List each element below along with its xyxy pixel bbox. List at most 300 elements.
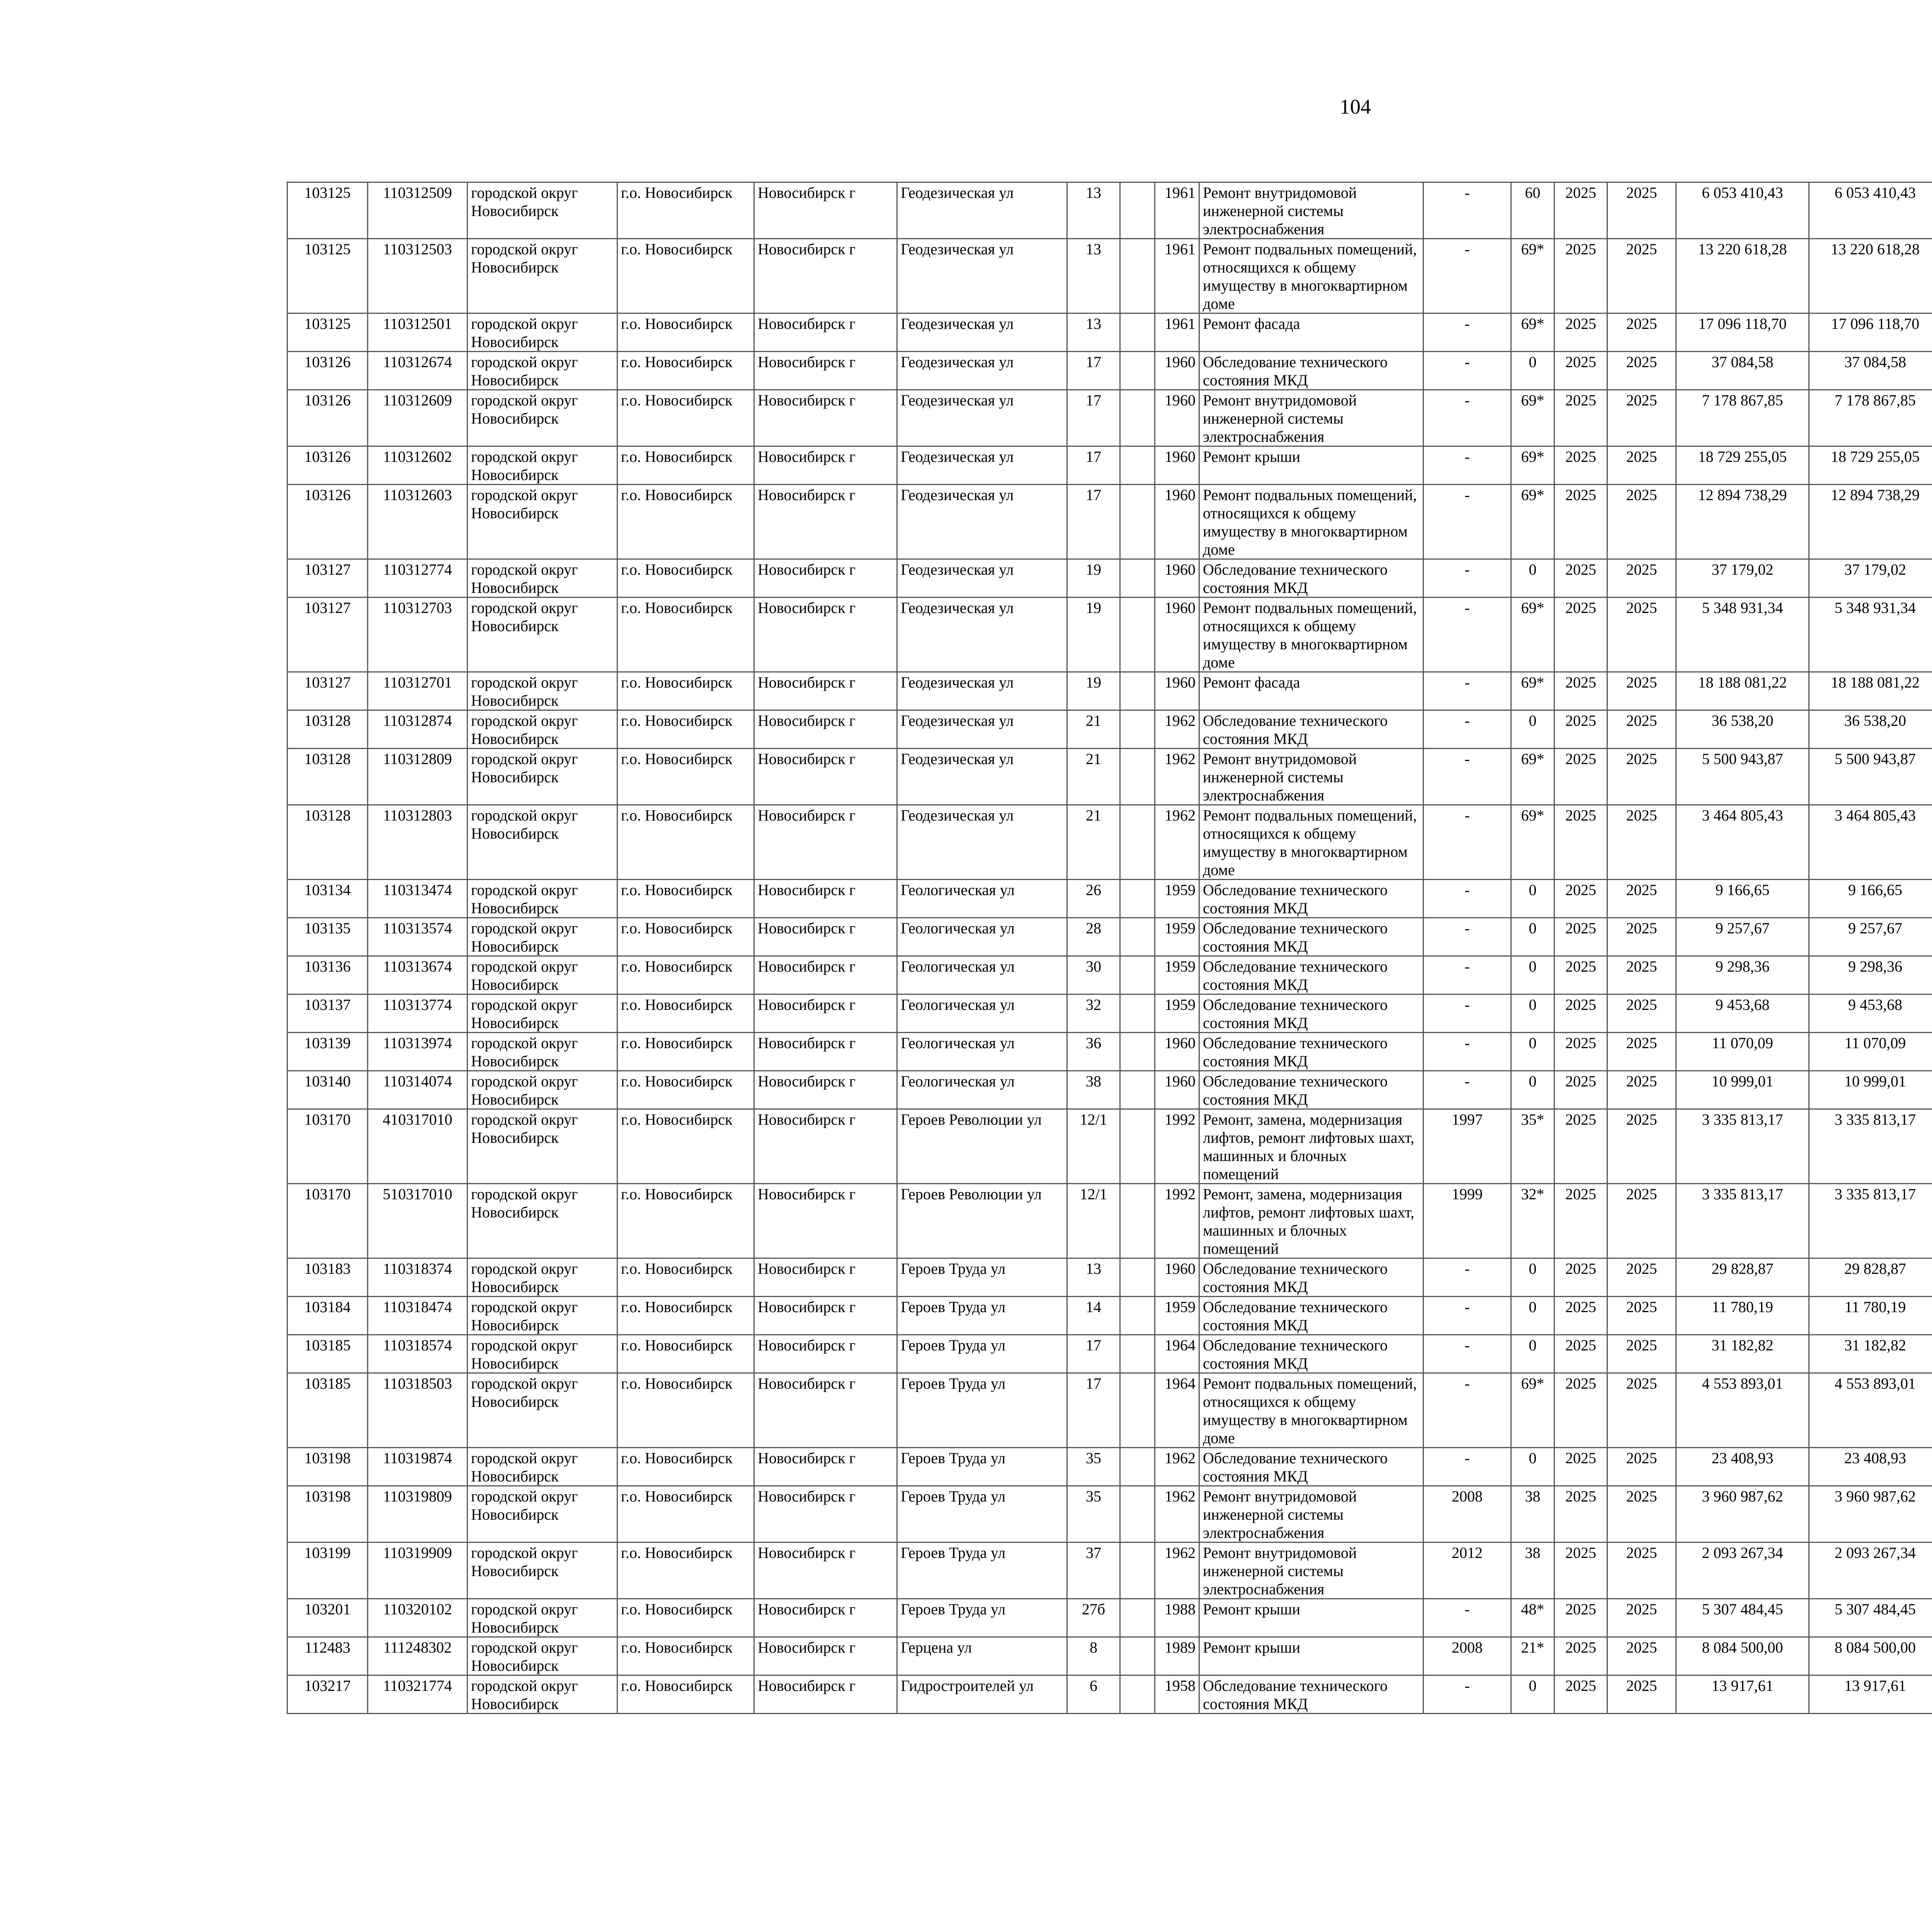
cell-year-built: 1960 bbox=[1155, 446, 1199, 485]
cell-settlement: Новосибирск г bbox=[754, 1033, 897, 1071]
table-row bbox=[287, 918, 1932, 956]
cell-last-repair-year: - bbox=[1423, 1071, 1511, 1109]
cell-work-code: 110312803 bbox=[368, 805, 468, 880]
table-row bbox=[287, 1599, 1932, 1637]
cell-municipal-district: городской округ Новосибирск bbox=[468, 1599, 617, 1637]
cell-total-cost: 7 178 867,85 bbox=[1676, 390, 1809, 446]
cell-street: Геологическая ул bbox=[897, 918, 1067, 956]
cell-last-repair-year: - bbox=[1423, 485, 1511, 559]
cell-municipal-district: городской округ Новосибирск bbox=[468, 1373, 617, 1448]
cell-fund-cost: 11 070,09 bbox=[1809, 1033, 1932, 1071]
cell-street: Геологическая ул bbox=[897, 1071, 1067, 1109]
table-row bbox=[287, 710, 1932, 749]
cell-street: Героев Революции ул bbox=[897, 1184, 1067, 1258]
cell-year-built: 1959 bbox=[1155, 956, 1199, 994]
cell-fund-cost: 37 084,58 bbox=[1809, 352, 1932, 390]
cell-house-number: 32 bbox=[1067, 994, 1120, 1033]
cell-work-type: Ремонт, замена, модернизация лифтов, ремонт лифтовых шахт, машинных и блочных помещений bbox=[1199, 1109, 1423, 1184]
cell-house-code: 103126 bbox=[287, 352, 368, 390]
table-row bbox=[287, 1542, 1932, 1599]
cell-plan-year-end: 2025 bbox=[1607, 239, 1676, 313]
cell-total-cost: 3 335 813,17 bbox=[1676, 1109, 1809, 1184]
cell-municipal-district: городской округ Новосибирск bbox=[468, 598, 617, 672]
cell-work-type: Ремонт подвальных помещений, относящихся к общему имуществу в многоквартирном доме bbox=[1199, 485, 1423, 559]
cell-work-code: 110313574 bbox=[368, 918, 468, 956]
cell-year-built: 1959 bbox=[1155, 918, 1199, 956]
cell-plan-year-start: 2025 bbox=[1554, 1599, 1607, 1637]
cell-building bbox=[1120, 598, 1155, 672]
cell-wear-percent: 38 bbox=[1511, 1486, 1554, 1542]
cell-building bbox=[1120, 749, 1155, 805]
cell-municipality: г.о. Новосибирск bbox=[617, 956, 754, 994]
cell-street: Героев Труда ул bbox=[897, 1373, 1067, 1448]
table-row bbox=[287, 1637, 1932, 1675]
cell-municipal-district: городской округ Новосибирск bbox=[468, 1542, 617, 1599]
cell-wear-percent: 69* bbox=[1511, 805, 1554, 880]
cell-work-code: 110318374 bbox=[368, 1258, 468, 1297]
cell-total-cost: 12 894 738,29 bbox=[1676, 485, 1809, 559]
cell-plan-year-end: 2025 bbox=[1607, 446, 1676, 485]
cell-house-code: 103137 bbox=[287, 994, 368, 1033]
table-row bbox=[287, 1184, 1932, 1258]
cell-municipality: г.о. Новосибирск bbox=[617, 598, 754, 672]
cell-work-type: Обследование технического состояния МКД bbox=[1199, 1033, 1423, 1071]
table-row bbox=[287, 1373, 1932, 1448]
cell-building bbox=[1120, 1184, 1155, 1258]
table-row bbox=[287, 313, 1932, 352]
cell-wear-percent: 0 bbox=[1511, 1258, 1554, 1297]
cell-year-built: 1959 bbox=[1155, 1297, 1199, 1335]
cell-year-built: 1960 bbox=[1155, 1071, 1199, 1109]
cell-plan-year-end: 2025 bbox=[1607, 313, 1676, 352]
table-row bbox=[287, 956, 1932, 994]
cell-municipality: г.о. Новосибирск bbox=[617, 313, 754, 352]
cell-house-number: 36 bbox=[1067, 1033, 1120, 1071]
cell-fund-cost: 9 453,68 bbox=[1809, 994, 1932, 1033]
cell-municipality: г.о. Новосибирск bbox=[617, 1033, 754, 1071]
cell-last-repair-year: - bbox=[1423, 1335, 1511, 1373]
cell-plan-year-end: 2025 bbox=[1607, 182, 1676, 239]
cell-work-type: Ремонт внутридомовой инженерной системы электроснабжения bbox=[1199, 1486, 1423, 1542]
page-number: 104 bbox=[1340, 95, 1371, 118]
cell-house-number: 37 bbox=[1067, 1542, 1120, 1599]
cell-house-code: 103125 bbox=[287, 239, 368, 313]
cell-year-built: 1964 bbox=[1155, 1335, 1199, 1373]
cell-plan-year-end: 2025 bbox=[1607, 1033, 1676, 1071]
cell-street: Геодезическая ул bbox=[897, 239, 1067, 313]
cell-municipal-district: городской округ Новосибирск bbox=[468, 1637, 617, 1675]
cell-building bbox=[1120, 182, 1155, 239]
cell-municipality: г.о. Новосибирск bbox=[617, 918, 754, 956]
cell-settlement: Новосибирск г bbox=[754, 182, 897, 239]
cell-plan-year-end: 2025 bbox=[1607, 918, 1676, 956]
cell-total-cost: 9 257,67 bbox=[1676, 918, 1809, 956]
cell-building bbox=[1120, 1258, 1155, 1297]
cell-municipal-district: городской округ Новосибирск bbox=[468, 182, 617, 239]
table-row bbox=[287, 1335, 1932, 1373]
cell-plan-year-start: 2025 bbox=[1554, 1109, 1607, 1184]
cell-fund-cost: 18 729 255,05 bbox=[1809, 446, 1932, 485]
cell-building bbox=[1120, 1599, 1155, 1637]
cell-fund-cost: 9 298,36 bbox=[1809, 956, 1932, 994]
cell-work-type: Обследование технического состояния МКД bbox=[1199, 1335, 1423, 1373]
cell-last-repair-year: - bbox=[1423, 1448, 1511, 1486]
cell-building bbox=[1120, 559, 1155, 598]
cell-street: Героев Революции ул bbox=[897, 1109, 1067, 1184]
cell-year-built: 1961 bbox=[1155, 313, 1199, 352]
cell-total-cost: 11 780,19 bbox=[1676, 1297, 1809, 1335]
cell-street: Геодезическая ул bbox=[897, 710, 1067, 749]
cell-plan-year-start: 2025 bbox=[1554, 182, 1607, 239]
cell-wear-percent: 69* bbox=[1511, 446, 1554, 485]
cell-settlement: Новосибирск г bbox=[754, 239, 897, 313]
cell-building bbox=[1120, 239, 1155, 313]
cell-settlement: Новосибирск г bbox=[754, 1297, 897, 1335]
cell-house-code: 103128 bbox=[287, 749, 368, 805]
cell-wear-percent: 0 bbox=[1511, 1297, 1554, 1335]
cell-wear-percent: 0 bbox=[1511, 559, 1554, 598]
cell-fund-cost: 29 828,87 bbox=[1809, 1258, 1932, 1297]
cell-wear-percent: 0 bbox=[1511, 956, 1554, 994]
cell-municipality: г.о. Новосибирск bbox=[617, 182, 754, 239]
cell-house-code: 103134 bbox=[287, 880, 368, 918]
cell-house-number: 8 bbox=[1067, 1637, 1120, 1675]
cell-fund-cost: 11 780,19 bbox=[1809, 1297, 1932, 1335]
table-row bbox=[287, 559, 1932, 598]
cell-total-cost: 18 188 081,22 bbox=[1676, 672, 1809, 710]
table-row bbox=[287, 352, 1932, 390]
cell-house-code: 103140 bbox=[287, 1071, 368, 1109]
cell-work-type: Ремонт внутридомовой инженерной системы электроснабжения bbox=[1199, 1542, 1423, 1599]
cell-plan-year-end: 2025 bbox=[1607, 1071, 1676, 1109]
cell-last-repair-year: - bbox=[1423, 805, 1511, 880]
cell-last-repair-year: - bbox=[1423, 239, 1511, 313]
cell-street: Геологическая ул bbox=[897, 956, 1067, 994]
cell-last-repair-year: - bbox=[1423, 390, 1511, 446]
cell-plan-year-start: 2025 bbox=[1554, 1184, 1607, 1258]
cell-house-code: 103170 bbox=[287, 1109, 368, 1184]
cell-last-repair-year: - bbox=[1423, 672, 1511, 710]
cell-fund-cost: 9 166,65 bbox=[1809, 880, 1932, 918]
cell-year-built: 1960 bbox=[1155, 672, 1199, 710]
cell-year-built: 1960 bbox=[1155, 598, 1199, 672]
cell-plan-year-end: 2025 bbox=[1607, 390, 1676, 446]
cell-wear-percent: 0 bbox=[1511, 1335, 1554, 1373]
cell-work-type: Обследование технического состояния МКД bbox=[1199, 1258, 1423, 1297]
cell-work-type: Ремонт крыши bbox=[1199, 1637, 1423, 1675]
cell-house-number: 13 bbox=[1067, 313, 1120, 352]
cell-fund-cost: 17 096 118,70 bbox=[1809, 313, 1932, 352]
cell-municipal-district: городской округ Новосибирск bbox=[468, 1033, 617, 1071]
cell-municipal-district: городской округ Новосибирск bbox=[468, 1184, 617, 1258]
cell-year-built: 1962 bbox=[1155, 710, 1199, 749]
cell-plan-year-start: 2025 bbox=[1554, 1071, 1607, 1109]
cell-year-built: 1964 bbox=[1155, 1373, 1199, 1448]
cell-settlement: Новосибирск г bbox=[754, 956, 897, 994]
cell-wear-percent: 21* bbox=[1511, 1637, 1554, 1675]
cell-municipality: г.о. Новосибирск bbox=[617, 239, 754, 313]
cell-house-code: 103139 bbox=[287, 1033, 368, 1071]
cell-street: Героев Труда ул bbox=[897, 1335, 1067, 1373]
cell-municipal-district: городской округ Новосибирск bbox=[468, 446, 617, 485]
cell-fund-cost: 3 464 805,43 bbox=[1809, 805, 1932, 880]
cell-last-repair-year: - bbox=[1423, 559, 1511, 598]
cell-house-code: 103126 bbox=[287, 390, 368, 446]
cell-plan-year-start: 2025 bbox=[1554, 313, 1607, 352]
cell-municipal-district: городской округ Новосибирск bbox=[468, 1109, 617, 1184]
cell-plan-year-end: 2025 bbox=[1607, 1109, 1676, 1184]
cell-municipality: г.о. Новосибирск bbox=[617, 710, 754, 749]
cell-year-built: 1962 bbox=[1155, 1542, 1199, 1599]
cell-plan-year-end: 2025 bbox=[1607, 352, 1676, 390]
cell-municipality: г.о. Новосибирск bbox=[617, 485, 754, 559]
cell-house-number: 17 bbox=[1067, 485, 1120, 559]
cell-street: Геологическая ул bbox=[897, 1033, 1067, 1071]
table-row bbox=[287, 1258, 1932, 1297]
cell-municipality: г.о. Новосибирск bbox=[617, 1258, 754, 1297]
cell-last-repair-year: - bbox=[1423, 918, 1511, 956]
cell-municipal-district: городской округ Новосибирск bbox=[468, 710, 617, 749]
cell-municipality: г.о. Новосибирск bbox=[617, 1071, 754, 1109]
cell-plan-year-end: 2025 bbox=[1607, 805, 1676, 880]
cell-house-number: 19 bbox=[1067, 559, 1120, 598]
cell-municipality: г.о. Новосибирск bbox=[617, 390, 754, 446]
cell-last-repair-year: - bbox=[1423, 710, 1511, 749]
cell-plan-year-start: 2025 bbox=[1554, 446, 1607, 485]
cell-year-built: 1959 bbox=[1155, 994, 1199, 1033]
cell-house-code: 103198 bbox=[287, 1486, 368, 1542]
cell-last-repair-year: 2012 bbox=[1423, 1542, 1511, 1599]
cell-year-built: 1962 bbox=[1155, 749, 1199, 805]
cell-total-cost: 36 538,20 bbox=[1676, 710, 1809, 749]
cell-plan-year-start: 2025 bbox=[1554, 710, 1607, 749]
cell-municipal-district: городской округ Новосибирск bbox=[468, 880, 617, 918]
cell-work-code: 110312701 bbox=[368, 672, 468, 710]
capital-repair-table bbox=[287, 182, 1932, 1714]
cell-work-code: 110312609 bbox=[368, 390, 468, 446]
cell-work-type: Обследование технического состояния МКД bbox=[1199, 956, 1423, 994]
cell-street: Геодезическая ул bbox=[897, 182, 1067, 239]
cell-house-code: 103185 bbox=[287, 1335, 368, 1373]
cell-house-code: 103185 bbox=[287, 1373, 368, 1448]
cell-street: Герцена ул bbox=[897, 1637, 1067, 1675]
cell-work-type: Обследование технического состояния МКД bbox=[1199, 1675, 1423, 1714]
cell-house-number: 14 bbox=[1067, 1297, 1120, 1335]
cell-plan-year-start: 2025 bbox=[1554, 1448, 1607, 1486]
cell-municipality: г.о. Новосибирск bbox=[617, 1486, 754, 1542]
cell-work-code: 111248302 bbox=[368, 1637, 468, 1675]
cell-work-code: 110312602 bbox=[368, 446, 468, 485]
cell-fund-cost: 31 182,82 bbox=[1809, 1335, 1932, 1373]
cell-year-built: 1960 bbox=[1155, 485, 1199, 559]
cell-total-cost: 10 999,01 bbox=[1676, 1071, 1809, 1109]
cell-house-code: 103136 bbox=[287, 956, 368, 994]
cell-plan-year-end: 2025 bbox=[1607, 1675, 1676, 1714]
cell-total-cost: 9 298,36 bbox=[1676, 956, 1809, 994]
cell-plan-year-end: 2025 bbox=[1607, 1373, 1676, 1448]
cell-house-code: 103217 bbox=[287, 1675, 368, 1714]
cell-fund-cost: 5 348 931,34 bbox=[1809, 598, 1932, 672]
cell-plan-year-end: 2025 bbox=[1607, 880, 1676, 918]
cell-building bbox=[1120, 1297, 1155, 1335]
cell-building bbox=[1120, 1033, 1155, 1071]
table-row bbox=[287, 598, 1932, 672]
cell-building bbox=[1120, 446, 1155, 485]
cell-wear-percent: 69* bbox=[1511, 485, 1554, 559]
cell-wear-percent: 0 bbox=[1511, 1033, 1554, 1071]
cell-building bbox=[1120, 352, 1155, 390]
cell-settlement: Новосибирск г bbox=[754, 485, 897, 559]
cell-plan-year-end: 2025 bbox=[1607, 559, 1676, 598]
cell-settlement: Новосибирск г bbox=[754, 672, 897, 710]
cell-plan-year-end: 2025 bbox=[1607, 598, 1676, 672]
cell-building bbox=[1120, 1486, 1155, 1542]
cell-fund-cost: 5 500 943,87 bbox=[1809, 749, 1932, 805]
cell-fund-cost: 8 084 500,00 bbox=[1809, 1637, 1932, 1675]
cell-settlement: Новосибирск г bbox=[754, 749, 897, 805]
cell-work-code: 110313974 bbox=[368, 1033, 468, 1071]
cell-building bbox=[1120, 994, 1155, 1033]
cell-work-code: 410317010 bbox=[368, 1109, 468, 1184]
cell-work-type: Ремонт, замена, модернизация лифтов, ремонт лифтовых шахт, машинных и блочных помещений bbox=[1199, 1184, 1423, 1258]
cell-municipality: г.о. Новосибирск bbox=[617, 1373, 754, 1448]
cell-work-code: 110319909 bbox=[368, 1542, 468, 1599]
cell-wear-percent: 0 bbox=[1511, 1675, 1554, 1714]
table-row bbox=[287, 446, 1932, 485]
cell-settlement: Новосибирск г bbox=[754, 805, 897, 880]
cell-year-built: 1959 bbox=[1155, 880, 1199, 918]
cell-municipality: г.о. Новосибирск bbox=[617, 1542, 754, 1599]
cell-year-built: 1960 bbox=[1155, 390, 1199, 446]
table-row bbox=[287, 390, 1932, 446]
cell-plan-year-start: 2025 bbox=[1554, 1297, 1607, 1335]
cell-fund-cost: 5 307 484,45 bbox=[1809, 1599, 1932, 1637]
cell-settlement: Новосибирск г bbox=[754, 1599, 897, 1637]
cell-plan-year-start: 2025 bbox=[1554, 1486, 1607, 1542]
cell-fund-cost: 7 178 867,85 bbox=[1809, 390, 1932, 446]
cell-building bbox=[1120, 313, 1155, 352]
cell-municipal-district: городской округ Новосибирск bbox=[468, 994, 617, 1033]
cell-house-number: 19 bbox=[1067, 598, 1120, 672]
cell-house-code: 103127 bbox=[287, 598, 368, 672]
table-body bbox=[287, 182, 1932, 1714]
cell-house-code: 103170 bbox=[287, 1184, 368, 1258]
cell-year-built: 1962 bbox=[1155, 1448, 1199, 1486]
cell-work-code: 110313674 bbox=[368, 956, 468, 994]
cell-fund-cost: 3 960 987,62 bbox=[1809, 1486, 1932, 1542]
cell-work-type: Обследование технического состояния МКД bbox=[1199, 1071, 1423, 1109]
cell-house-number: 35 bbox=[1067, 1448, 1120, 1486]
cell-year-built: 1961 bbox=[1155, 239, 1199, 313]
cell-wear-percent: 69* bbox=[1511, 239, 1554, 313]
cell-municipal-district: городской округ Новосибирск bbox=[468, 390, 617, 446]
cell-house-code: 103128 bbox=[287, 805, 368, 880]
cell-last-repair-year: - bbox=[1423, 352, 1511, 390]
cell-total-cost: 11 070,09 bbox=[1676, 1033, 1809, 1071]
cell-plan-year-end: 2025 bbox=[1607, 1486, 1676, 1542]
cell-total-cost: 3 335 813,17 bbox=[1676, 1184, 1809, 1258]
cell-last-repair-year: - bbox=[1423, 1033, 1511, 1071]
cell-municipal-district: городской округ Новосибирск bbox=[468, 918, 617, 956]
cell-plan-year-end: 2025 bbox=[1607, 1335, 1676, 1373]
cell-street: Геодезическая ул bbox=[897, 485, 1067, 559]
cell-work-type: Обследование технического состояния МКД bbox=[1199, 880, 1423, 918]
table-row bbox=[287, 994, 1932, 1033]
cell-municipality: г.о. Новосибирск bbox=[617, 1637, 754, 1675]
cell-building bbox=[1120, 1448, 1155, 1486]
cell-wear-percent: 69* bbox=[1511, 598, 1554, 672]
cell-work-code: 110319874 bbox=[368, 1448, 468, 1486]
cell-street: Геодезическая ул bbox=[897, 805, 1067, 880]
cell-street: Геодезическая ул bbox=[897, 352, 1067, 390]
table-row bbox=[287, 1448, 1932, 1486]
cell-wear-percent: 48* bbox=[1511, 1599, 1554, 1637]
cell-house-code: 103125 bbox=[287, 313, 368, 352]
cell-settlement: Новосибирск г bbox=[754, 1335, 897, 1373]
cell-municipal-district: городской округ Новосибирск bbox=[468, 1297, 617, 1335]
cell-total-cost: 8 084 500,00 bbox=[1676, 1637, 1809, 1675]
cell-house-number: 12/1 bbox=[1067, 1184, 1120, 1258]
cell-work-type: Обследование технического состояния МКД bbox=[1199, 994, 1423, 1033]
cell-plan-year-start: 2025 bbox=[1554, 239, 1607, 313]
cell-municipal-district: городской округ Новосибирск bbox=[468, 1448, 617, 1486]
cell-street: Геодезическая ул bbox=[897, 313, 1067, 352]
cell-total-cost: 9 453,68 bbox=[1676, 994, 1809, 1033]
cell-plan-year-end: 2025 bbox=[1607, 994, 1676, 1033]
cell-work-code: 110312503 bbox=[368, 239, 468, 313]
cell-settlement: Новосибирск г bbox=[754, 1448, 897, 1486]
cell-total-cost: 5 307 484,45 bbox=[1676, 1599, 1809, 1637]
table-row bbox=[287, 1033, 1932, 1071]
cell-plan-year-end: 2025 bbox=[1607, 710, 1676, 749]
cell-year-built: 1960 bbox=[1155, 352, 1199, 390]
cell-fund-cost: 23 408,93 bbox=[1809, 1448, 1932, 1486]
cell-fund-cost: 10 999,01 bbox=[1809, 1071, 1932, 1109]
cell-last-repair-year: 2008 bbox=[1423, 1486, 1511, 1542]
cell-municipality: г.о. Новосибирск bbox=[617, 1109, 754, 1184]
cell-plan-year-start: 2025 bbox=[1554, 1675, 1607, 1714]
cell-house-code: 103126 bbox=[287, 446, 368, 485]
cell-house-number: 17 bbox=[1067, 390, 1120, 446]
cell-fund-cost: 18 188 081,22 bbox=[1809, 672, 1932, 710]
cell-street: Геодезическая ул bbox=[897, 559, 1067, 598]
cell-municipal-district: городской округ Новосибирск bbox=[468, 1675, 617, 1714]
cell-total-cost: 37 179,02 bbox=[1676, 559, 1809, 598]
cell-fund-cost: 36 538,20 bbox=[1809, 710, 1932, 749]
cell-house-number: 13 bbox=[1067, 182, 1120, 239]
cell-last-repair-year: 1999 bbox=[1423, 1184, 1511, 1258]
cell-wear-percent: 38 bbox=[1511, 1542, 1554, 1599]
cell-work-type: Ремонт фасада bbox=[1199, 672, 1423, 710]
cell-total-cost: 9 166,65 bbox=[1676, 880, 1809, 918]
cell-work-type: Обследование технического состояния МКД bbox=[1199, 1448, 1423, 1486]
cell-building bbox=[1120, 672, 1155, 710]
cell-wear-percent: 69* bbox=[1511, 313, 1554, 352]
table-row bbox=[287, 485, 1932, 559]
cell-work-type: Ремонт подвальных помещений, относящихся к общему имуществу в многоквартирном доме bbox=[1199, 805, 1423, 880]
cell-house-number: 19 bbox=[1067, 672, 1120, 710]
cell-plan-year-start: 2025 bbox=[1554, 598, 1607, 672]
cell-settlement: Новосибирск г bbox=[754, 352, 897, 390]
cell-municipality: г.о. Новосибирск bbox=[617, 749, 754, 805]
cell-total-cost: 4 553 893,01 bbox=[1676, 1373, 1809, 1448]
cell-street: Героев Труда ул bbox=[897, 1297, 1067, 1335]
cell-work-type: Ремонт подвальных помещений, относящихся к общему имуществу в многоквартирном доме bbox=[1199, 1373, 1423, 1448]
cell-work-type: Ремонт подвальных помещений, относящихся к общему имуществу в многоквартирном доме bbox=[1199, 598, 1423, 672]
cell-street: Гидростроителей ул bbox=[897, 1675, 1067, 1714]
cell-work-code: 110312509 bbox=[368, 182, 468, 239]
cell-last-repair-year: - bbox=[1423, 1599, 1511, 1637]
